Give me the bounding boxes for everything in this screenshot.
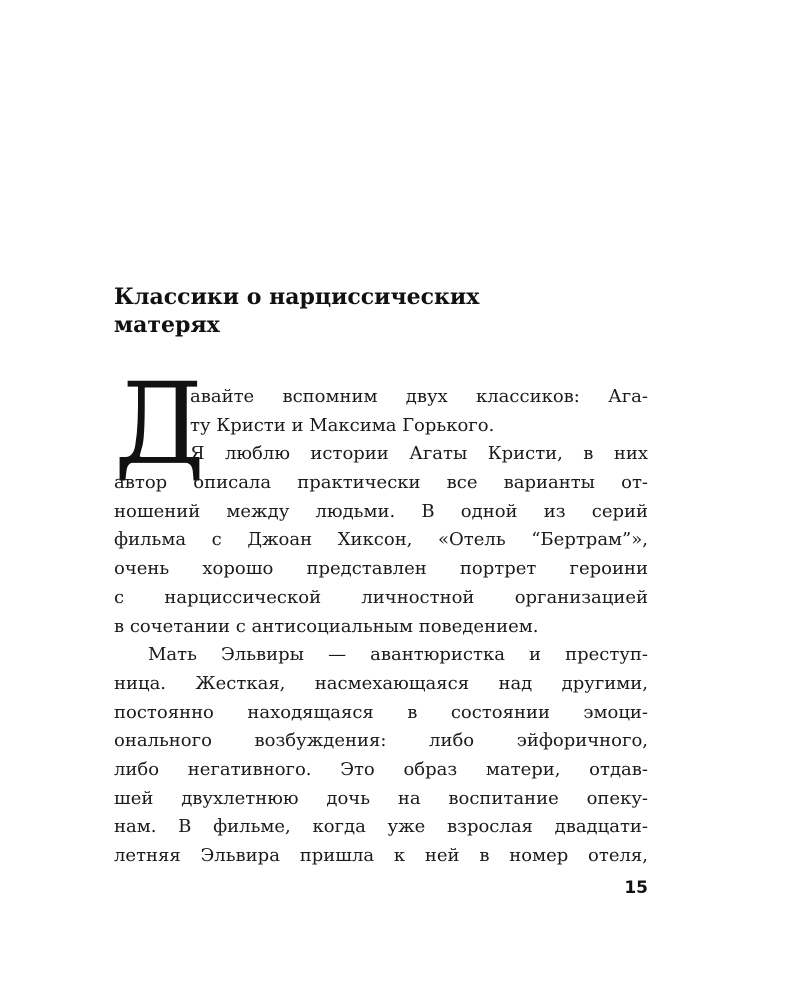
body-text — [114, 383, 648, 871]
text-line: постоянно находящаяся в состоянии эмоци- — [114, 701, 648, 723]
text-line: Я люблю истории Агаты Кристи, в них — [190, 443, 648, 465]
chapter-heading-line-2: матерях — [114, 312, 220, 338]
chapter-heading — [114, 283, 674, 339]
text-line: нам. В фильме, когда уже взрослая двадцати- — [114, 816, 648, 838]
text-line: автор описала практически все варианты от- — [114, 472, 648, 494]
text-line: авайте вспомним двух классиков: Ага- — [190, 386, 648, 407]
drop-cap-letter: Д — [114, 360, 206, 490]
text-line: Мать Эльвиры — авантюристка и преступ- — [148, 644, 648, 666]
text-line: ношений между людьми. В одной из серий — [114, 500, 648, 522]
text-line: летняя Эльвира пришла к ней в номер отеля, — [114, 845, 648, 866]
text-line: ту Кристи и Максима Горького. — [190, 414, 495, 436]
text-line: онального возбуждения: либо эйфоричного, — [114, 730, 648, 752]
text-line: шей двухлетнюю дочь на воспитание опеку- — [114, 787, 648, 809]
text-line: в сочетании с антисоциальным поведением. — [114, 615, 539, 637]
page-number: 15 — [624, 878, 648, 898]
text-line: фильма с Джоан Хиксон, «Отель “Бертрам”», — [114, 529, 648, 551]
text-line: очень хорошо представлен портрет героини — [114, 558, 648, 580]
text-line: ница. Жесткая, насмехающаяся над другими, — [114, 672, 648, 694]
chapter-heading-line-1: Классики о нарциссических — [114, 284, 480, 310]
text-line: с нарциссической личностной организацией — [114, 586, 648, 608]
text-line: либо негативного. Это образ матери, отдав- — [114, 758, 648, 780]
